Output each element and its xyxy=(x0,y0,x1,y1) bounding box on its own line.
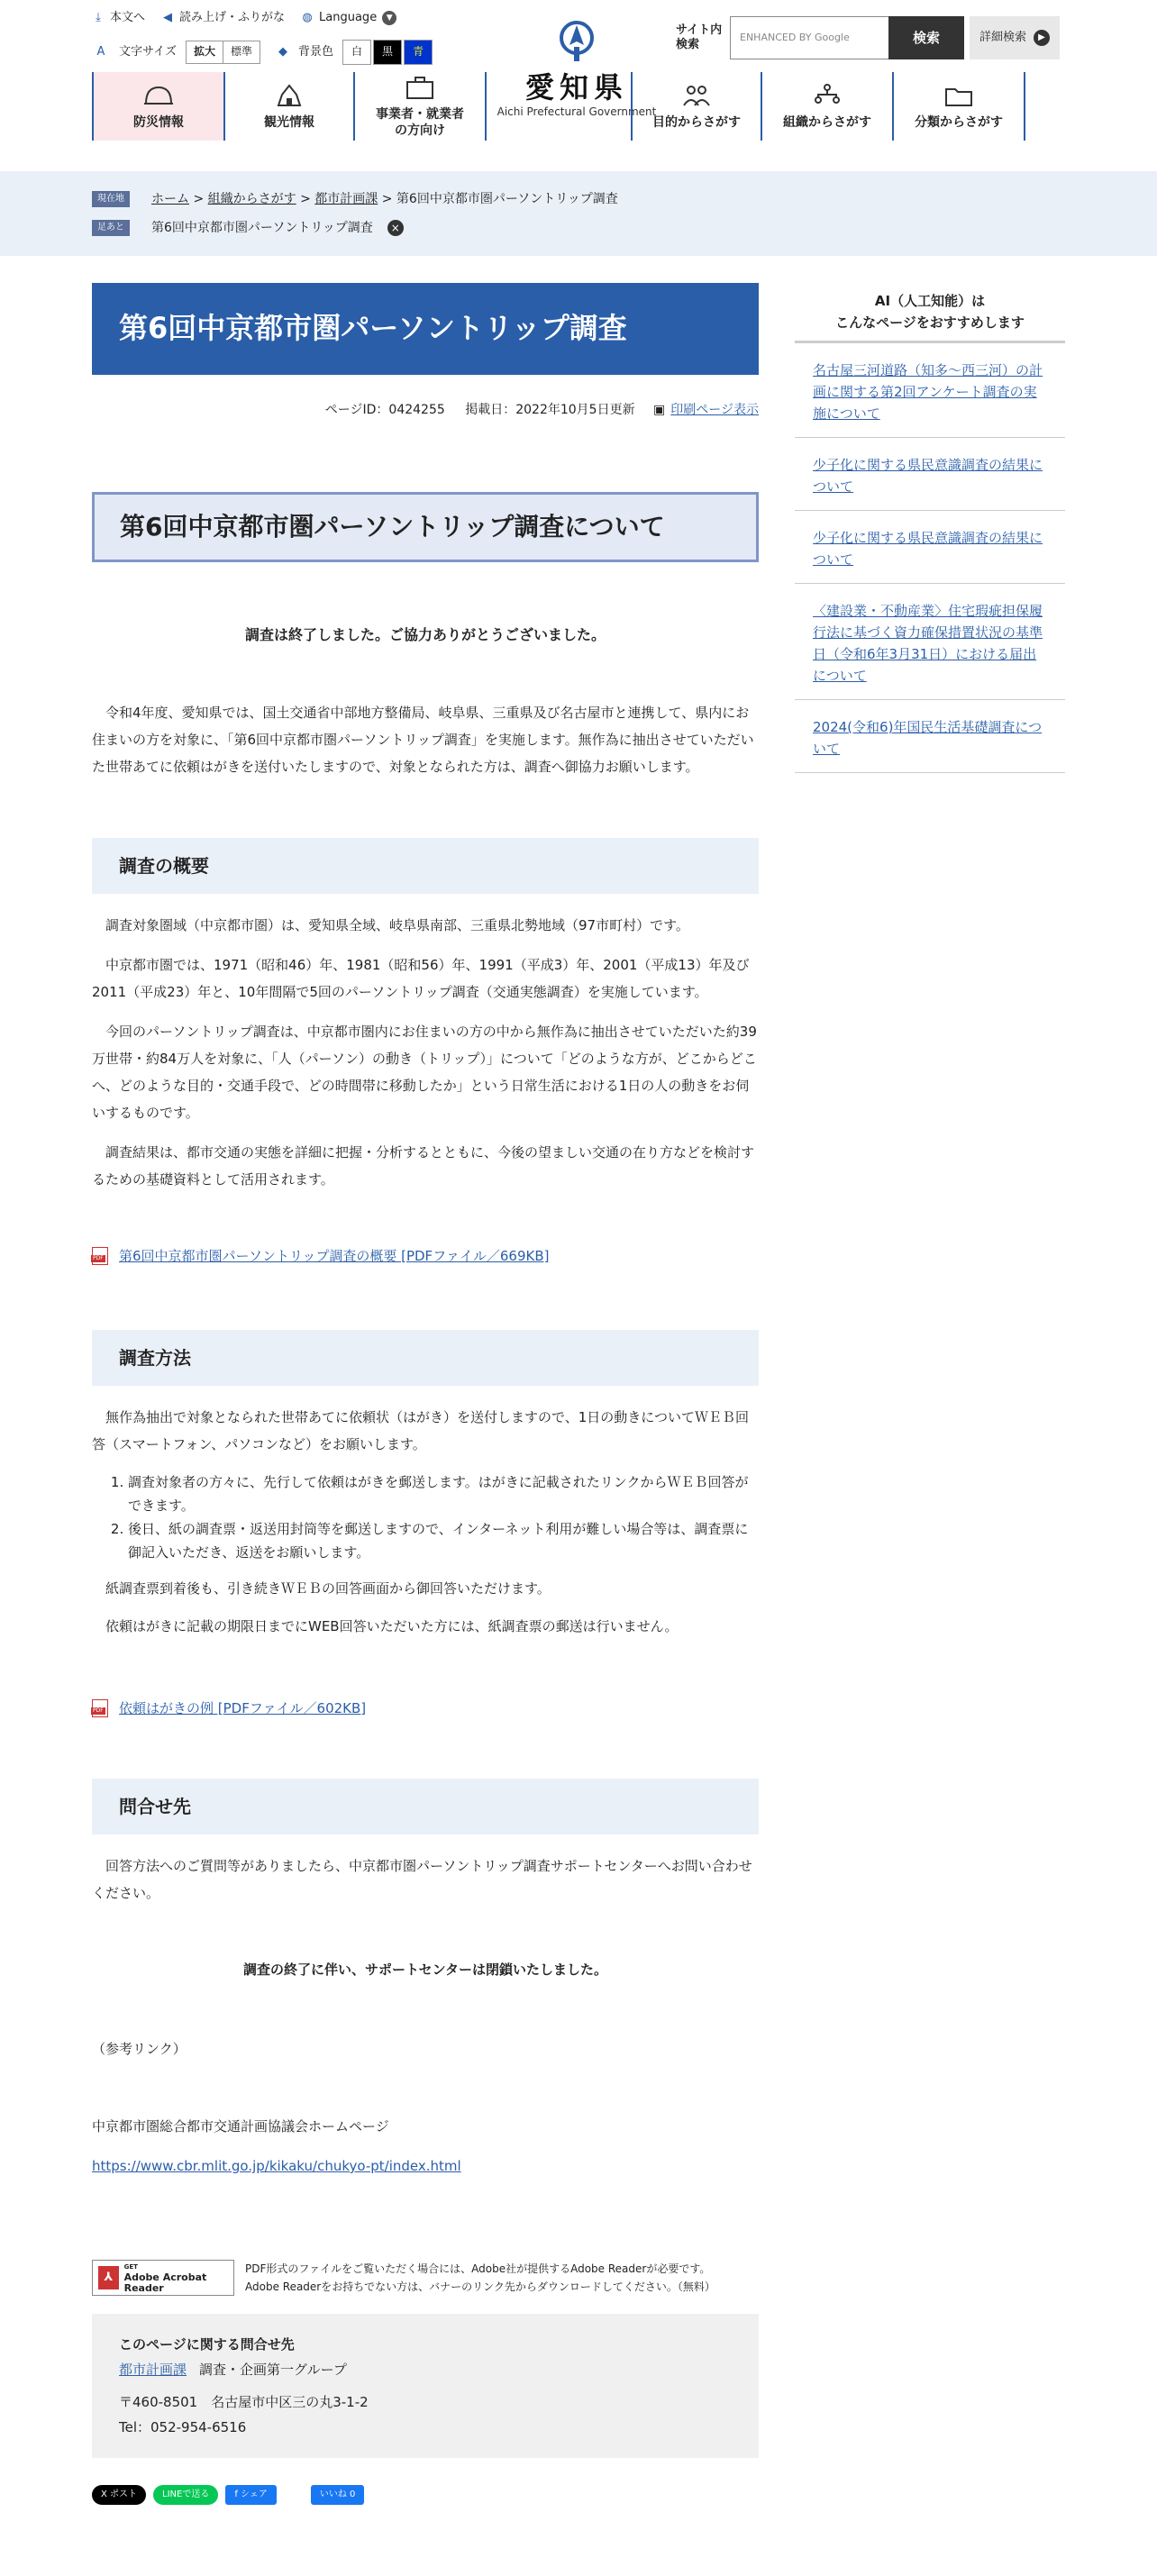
org-chart-icon xyxy=(811,82,843,109)
advanced-search-button[interactable] xyxy=(970,16,1060,59)
footprint-tag: 足あと xyxy=(92,220,130,236)
page-title: 第6回中京都市圏パーソントリップ調査 xyxy=(92,283,759,375)
castle-icon xyxy=(273,82,305,109)
ai-recommendations xyxy=(795,290,1065,773)
site-search xyxy=(676,16,1060,59)
share-line-button[interactable]: LINEで送る xyxy=(153,2485,218,2505)
breadcrumb: 現在地 ホーム > 組織からさがす > 都市計画課 > 第6回中京都市圏パーソントリップ調査 xyxy=(92,189,618,209)
footprint-item[interactable]: 第6回中京都市圏パーソントリップ調査 xyxy=(151,221,373,235)
method-paragraph: 無作為抽出で対象となられた世帯あてに依頼状（はがき）を送付しますので、1日の動きについてＷＥＢ回答（スマートフォン、パソコンなど）をお願いします。 xyxy=(92,1408,749,1452)
font-size-label: 文字サイズ xyxy=(119,44,177,59)
prefecture-emblem-icon xyxy=(557,20,597,63)
adobe-get-label: GET xyxy=(123,2262,138,2271)
overview-paragraph: 調査結果は、都市交通の実態を詳細に把握・分析するとともに、今後の望ましい交通の在り方などを検討するための基礎資料として活用されます。 xyxy=(92,1143,755,1188)
bg-black-button[interactable]: 黒 xyxy=(373,40,402,65)
overview-heading: 調査の概要 xyxy=(92,838,759,894)
recommendation-link[interactable]: 名古屋三河道路（知多〜西三河）の計画に関する第2回アンケート調査の実施について xyxy=(813,362,1043,422)
share-buttons xyxy=(92,2485,759,2505)
logo-japanese: 愛知県 xyxy=(524,70,628,105)
pdf-link-row xyxy=(92,1245,759,1267)
recommendation-link[interactable]: 少子化に関する県民意識調査の結果について xyxy=(813,530,1043,568)
breadcrumb-home-link[interactable]: ホーム xyxy=(151,192,189,206)
people-icon xyxy=(680,82,713,109)
reading-label: 読み上げ・ふりがな xyxy=(179,10,286,24)
font-size-icon: A xyxy=(96,45,105,59)
breadcrumb-org-link[interactable]: 組織からさがす xyxy=(207,192,296,206)
print-page-link[interactable]: 印刷ページ表示 xyxy=(670,403,759,417)
contact-heading: 問合せ先 xyxy=(92,1779,759,1834)
breadcrumb-dept-link[interactable]: 都市計画課 xyxy=(314,192,378,206)
method-heading: 調査方法 xyxy=(92,1330,759,1386)
survey-ended-notice: 調査は終了しました。ご協力ありがとうございました。 xyxy=(244,626,606,644)
reference-label: （参考リンク） xyxy=(92,2040,187,2057)
current-location-tag: 現在地 xyxy=(92,191,130,207)
page-meta xyxy=(92,400,759,420)
bg-white-button[interactable]: 白 xyxy=(342,40,371,65)
logo-english: Aichi Prefectural Government xyxy=(497,105,657,118)
globe-icon: ◍ xyxy=(302,10,313,24)
recommendations-title xyxy=(795,290,1065,343)
footprint-trail xyxy=(92,218,404,238)
adobe-notice-text: PDF形式のファイルをご覧いただく場合には、Adobe社が提供するAdobe Readerが必要です。 xyxy=(245,2262,711,2275)
font-large-button[interactable]: 拡大 xyxy=(193,45,215,59)
folder-icon xyxy=(943,82,975,109)
bg-blue-button[interactable]: 青 xyxy=(404,40,433,65)
recommendation-link[interactable]: 少子化に関する県民意識調査の結果について xyxy=(813,457,1043,495)
list-item: 2. 後日、紙の調査票・返送用封筒等を郵送しますので、インターネット利用が難しい場合等は、調査票に御記入いただき、返送をお願いします。 xyxy=(128,1517,759,1564)
adobe-reader-banner[interactable] xyxy=(92,2260,234,2296)
nav-label: 事業者・就業者の方向け xyxy=(376,107,464,138)
advanced-search-label: 詳細検索 xyxy=(979,30,1026,44)
briefcase-icon xyxy=(404,74,436,101)
helmet-icon xyxy=(142,82,175,109)
main-content xyxy=(92,283,759,2505)
nav-kankou[interactable] xyxy=(223,72,355,141)
reference-name: 中京都市圏総合都市交通計画協議会ホームページ xyxy=(92,2117,389,2135)
bg-color-options xyxy=(342,40,433,65)
speaker-icon: ◀ xyxy=(163,10,173,24)
contact-dept-link[interactable]: 都市計画課 xyxy=(119,2361,187,2378)
contact-paragraph: 回答方法へのご質問等がありましたら、中京都市圏パーソントリップ調査サポートセンターへお問い合わせください。 xyxy=(92,1857,752,1901)
postcard-pdf-link[interactable]: 依頼はがきの例 [PDFファイル／602KB] xyxy=(119,1699,367,1716)
search-button[interactable]: 検索 xyxy=(888,16,964,59)
support-closed-notice: 調査の終了に伴い、サポートセンターは閉鎖いたしました。 xyxy=(243,1961,607,1978)
method-paragraph: 依頼はがきに記載の期限日までにWEB回答いただいた方には、紙調査票の郵送は行いません。 xyxy=(105,1617,679,1634)
recommendations-title-line2: こんなページをおすすめします xyxy=(835,314,1025,331)
font-normal-button[interactable]: 標準 xyxy=(223,41,260,62)
download-arrow-icon: ⤓ xyxy=(96,10,101,24)
page-date: 掲載日：2022年10月5日更新 xyxy=(465,403,635,417)
nav-category[interactable] xyxy=(894,72,1025,141)
skip-to-content-link[interactable] xyxy=(92,9,145,28)
overview-paragraph: 中京都市圏では、1971（昭和46）年、1981（昭和56）年、1991（平成3）年、2001（平成13）年及び2011（平成23）年と、10年間隔で5回のパーソントリップ調査（交通実態調査）を実施しています。 xyxy=(92,956,750,1000)
share-facebook-button[interactable]: f シェア xyxy=(225,2485,277,2505)
nav-spacer xyxy=(487,72,631,141)
pdf-link-row xyxy=(92,1698,759,1719)
contact-box-title: このページに関する問合せ先 xyxy=(119,2335,295,2353)
recommendation-link[interactable]: 2024(令和6)年国民生活基礎調査について xyxy=(813,719,1043,757)
page-contact-box xyxy=(92,2314,759,2458)
intro-paragraph: 令和4年度、愛知県では、国土交通省中部地方整備局、岐阜県、三重県及び名古屋市と連携して、県内にお住まいの方を対象に、「第6回中京都市圏パーソントリップ調査」を実施します。無作為に抽出させていただいた世帯あてに依頼はがきを送付いたしますので、対象となられた方は、調査へ御協力お願いします。 xyxy=(92,704,754,775)
adobe-reader-notice xyxy=(92,2260,759,2296)
breadcrumb-current: 第6回中京都市圏パーソントリップ調査 xyxy=(396,192,618,206)
font-size-toggle xyxy=(186,41,260,63)
section-heading: 第6回中京都市圏パーソントリップ調査について xyxy=(92,492,759,562)
paint-bucket-icon: ◆ xyxy=(278,45,287,59)
reference-url-link[interactable]: https://www.cbr.mlit.go.jp/kikaku/chukyo-pt/index.html xyxy=(92,2157,461,2174)
pdf-icon xyxy=(92,1699,108,1717)
printer-icon: ▣ xyxy=(653,403,666,417)
nav-purpose[interactable] xyxy=(631,72,762,141)
arrow-right-icon: ▶ xyxy=(1034,30,1050,46)
contact-tel: Tel：052-954-6516 xyxy=(119,2418,247,2435)
pdf-icon xyxy=(92,1247,108,1265)
breadcrumb-area xyxy=(0,171,1157,256)
adobe-banner-label: Adobe Acrobat Reader xyxy=(123,2271,207,2294)
nav-label: 防災情報 xyxy=(133,115,184,130)
search-input[interactable]: ENHANCED BY Google xyxy=(730,16,888,59)
nav-label: 目的からさがす xyxy=(652,115,741,130)
nav-organization[interactable] xyxy=(762,72,894,141)
language-selector[interactable] xyxy=(301,9,396,28)
bg-color-label: 背景色 xyxy=(298,44,334,59)
page-id: ページID：0424255 xyxy=(324,403,445,417)
share-x-button[interactable]: X ポスト xyxy=(92,2485,146,2505)
nav-label: 観光情報 xyxy=(264,115,314,130)
method-paragraph: 紙調査票到着後も、引き続きＷＥＢの回答画面から御回答いただけます。 xyxy=(105,1579,551,1597)
like-button[interactable]: いいね 0 xyxy=(311,2485,365,2505)
nav-label: 組織からさがす xyxy=(783,115,871,130)
skip-label: 本文へ xyxy=(110,10,146,24)
acrobat-icon: ⅄ xyxy=(98,2266,119,2289)
language-label: Language xyxy=(319,10,378,24)
nav-bousai[interactable] xyxy=(92,72,223,141)
search-label: サイト内検索 xyxy=(676,23,723,51)
overview-paragraph: 今回のパーソントリップ調査は、中京都市圏内にお住まいの方の中から無作為に抽出させていただいた約39万世帯・約84万人を対象に、「人（パーソン）の動き（トリップ）」について「どのような方が、どこからどこへ、どのような目的・交通手段で、どの時間帯に移動したか」という日常生活における1日の人の動きをお伺いするものです。 xyxy=(92,1023,757,1121)
utility-bar xyxy=(92,7,433,65)
reading-link[interactable] xyxy=(161,9,285,28)
global-nav xyxy=(92,72,1025,141)
adobe-notice-text: Adobe Readerをお持ちでない方は、バナーのリンク先からダウンロードしてください。（無料） xyxy=(245,2280,715,2293)
chevron-down-icon: ▼ xyxy=(382,11,396,25)
overview-pdf-link[interactable]: 第6回中京都市圏パーソントリップ調査の概要 [PDFファイル／669KB] xyxy=(119,1247,550,1264)
contact-group: 調査・企画第一グループ xyxy=(199,2361,347,2378)
recommendation-link[interactable]: 〈建設業・不動産業〉住宅瑕疵担保履行法に基づく資力確保措置状況の基準日（令和6年3月31日）における届出について xyxy=(813,603,1043,684)
list-item: 1. 調査対象者の方々に、先行して依頼はがきを郵送します。はがきに記載されたリンクからＷＥＢ回答ができます。 xyxy=(128,1470,759,1517)
recommendations-title-line1: AI（人工知能）は xyxy=(874,293,986,309)
method-steps xyxy=(92,1470,759,1564)
overview-paragraph: 調査対象圏域（中京都市圏）は、愛知県全域、岐阜県南部、三重県北勢地域（97市町村）です。 xyxy=(105,916,689,933)
contact-address: 〒460-8501 名古屋市中区三の丸3-1-2 xyxy=(119,2393,369,2410)
close-icon[interactable]: × xyxy=(387,220,404,236)
nav-business[interactable] xyxy=(355,72,487,141)
nav-label: 分類からさがす xyxy=(915,115,1003,130)
